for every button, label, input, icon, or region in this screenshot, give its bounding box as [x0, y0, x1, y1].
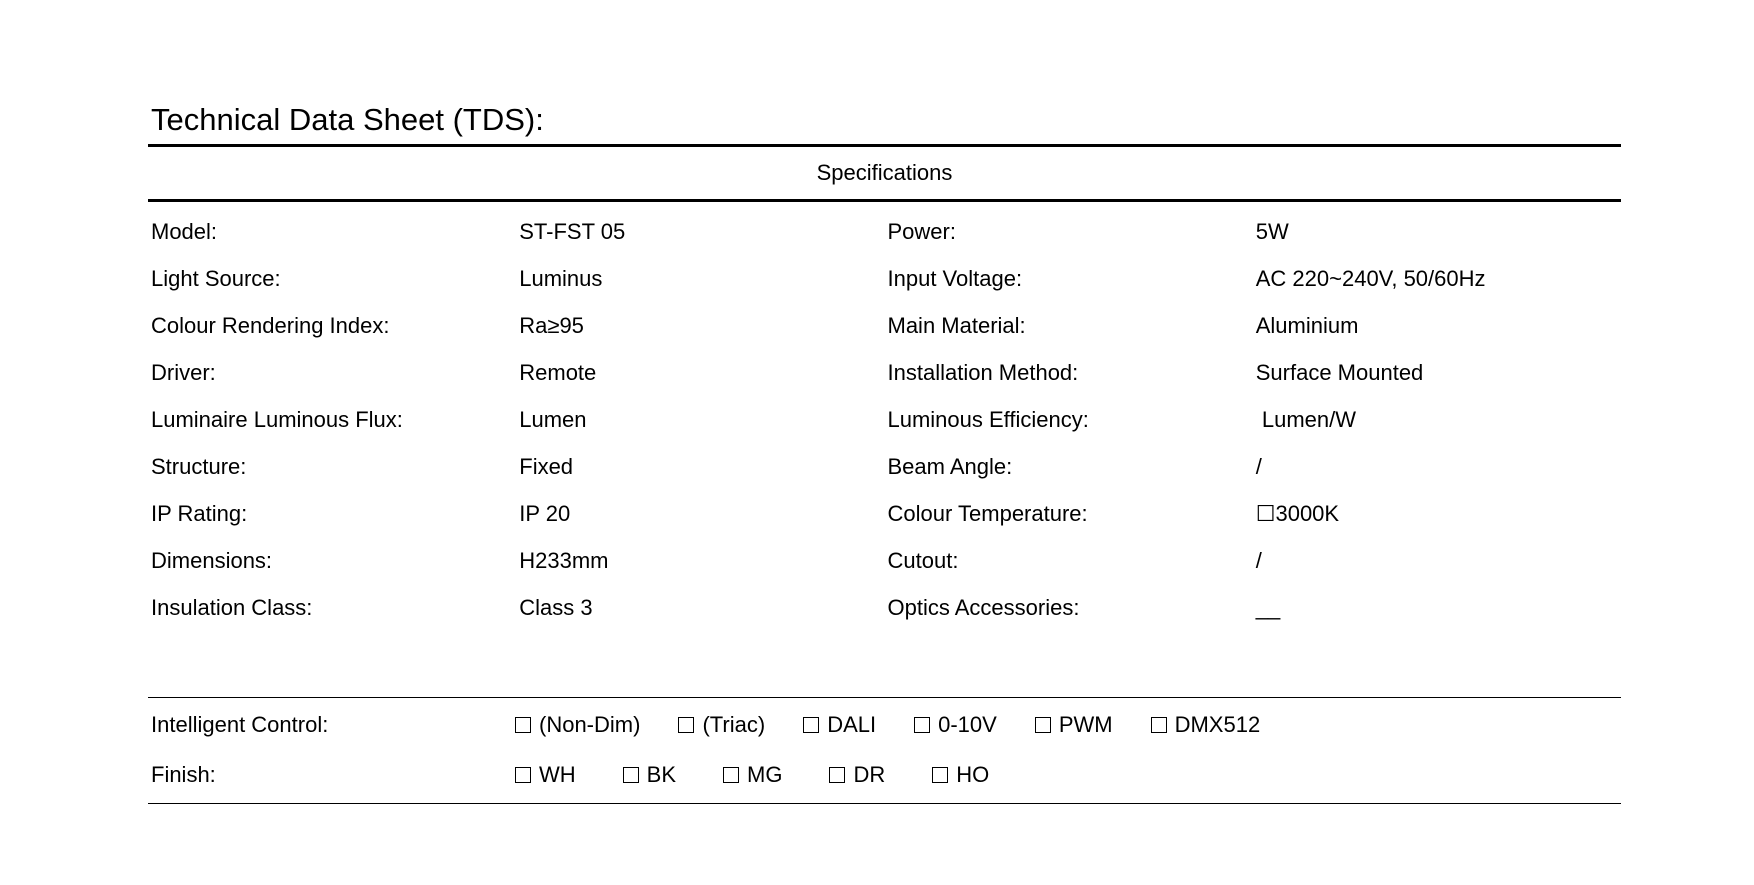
spec-label: Optics Accessories: [887, 595, 1080, 620]
spec-label: Colour Rendering Index: [151, 313, 390, 338]
spec-value: Luminus [519, 266, 603, 291]
spec-row-insulation [148, 584, 1621, 631]
option-dmx512[interactable] [1151, 700, 1261, 750]
spec-row-ip-rating [148, 490, 1621, 537]
checkbox-icon[interactable] [678, 717, 694, 733]
option-label: HO [956, 762, 990, 787]
option-label: WH [539, 762, 576, 787]
spec-label: Main Material: [887, 313, 1026, 338]
spec-label: Luminous Efficiency: [887, 407, 1089, 432]
option-dali[interactable] [803, 700, 876, 750]
spec-value: ST-FST 05 [519, 219, 626, 244]
spec-value: Fixed [519, 454, 574, 479]
intelligent-control-options [515, 700, 1298, 750]
spec-label: Dimensions: [151, 548, 273, 573]
spec-label: Structure: [151, 454, 247, 479]
spec-value: AC 220~240V, 50/60Hz [1255, 266, 1486, 291]
intelligent-control-row [148, 700, 1621, 750]
spec-value: IP 20 [519, 501, 571, 526]
spec-label: Luminaire Luminous Flux: [151, 407, 403, 432]
specifications-heading: Specifications [148, 147, 1621, 202]
checkbox-icon[interactable] [914, 717, 930, 733]
spec-value: 5W [1255, 219, 1289, 244]
spec-label: Installation Method: [887, 360, 1079, 385]
finish-options [515, 750, 1027, 800]
finish-label: Finish: [151, 762, 216, 787]
option-label: DMX512 [1174, 712, 1261, 737]
option-label: PWM [1058, 712, 1113, 737]
option-non-dim[interactable] [515, 700, 640, 750]
spec-label: Insulation Class: [151, 595, 313, 620]
checkbox-icon[interactable] [623, 767, 639, 783]
spec-label: Model: [151, 219, 218, 244]
spec-value: / [1255, 454, 1262, 479]
spec-row-cri [148, 302, 1621, 349]
option-0-10v[interactable] [914, 700, 997, 750]
spec-row-light-source [148, 255, 1621, 302]
spec-row-driver [148, 349, 1621, 396]
spec-label: Light Source: [151, 266, 281, 291]
spec-value: __ [1255, 595, 1281, 620]
tds-sheet [148, 96, 1621, 804]
checkbox-icon[interactable] [803, 717, 819, 733]
spec-value: / [1255, 548, 1262, 573]
finish-option-wh[interactable] [515, 750, 576, 800]
option-label: (Triac) [702, 712, 766, 737]
spec-row-structure [148, 443, 1621, 490]
option-triac[interactable] [678, 700, 765, 750]
section-spacer [148, 631, 1621, 697]
spec-value: ☐3000K [1255, 501, 1340, 526]
finish-row [148, 750, 1621, 800]
spec-label: Driver: [151, 360, 216, 385]
option-label: (Non-Dim) [539, 712, 641, 737]
spec-value: Remote [519, 360, 597, 385]
checkbox-icon[interactable] [932, 767, 948, 783]
spec-value: H233mm [519, 548, 609, 573]
spec-row-luminous-flux [148, 396, 1621, 443]
option-label: BK [646, 762, 677, 787]
finish-option-bk[interactable] [623, 750, 676, 800]
checkbox-icon[interactable] [829, 767, 845, 783]
finish-option-dr[interactable] [829, 750, 885, 800]
finish-option-ho[interactable] [932, 750, 989, 800]
spec-label: Colour Temperature: [887, 501, 1088, 526]
checkbox-icon[interactable] [515, 717, 531, 733]
page-title: Technical Data Sheet (TDS): [148, 96, 1621, 147]
spec-label: Input Voltage: [887, 266, 1023, 291]
intelligent-control-label: Intelligent Control: [151, 712, 329, 737]
checkbox-icon[interactable] [1035, 717, 1051, 733]
option-pwm[interactable] [1035, 700, 1113, 750]
spec-value: Ra≥95 [519, 313, 584, 338]
spec-label: Cutout: [887, 548, 959, 573]
spec-value: Class 3 [519, 595, 593, 620]
spec-value: Aluminium [1255, 313, 1359, 338]
spec-label: Beam Angle: [887, 454, 1013, 479]
spec-grid [148, 208, 1621, 631]
checkbox-icon[interactable] [723, 767, 739, 783]
option-label: MG [747, 762, 783, 787]
option-label: DR [853, 762, 886, 787]
checkbox-icon[interactable] [1151, 717, 1167, 733]
spec-value: Lumen [519, 407, 587, 432]
option-label: DALI [827, 712, 877, 737]
spec-label: IP Rating: [151, 501, 248, 526]
option-label: 0-10V [938, 712, 997, 737]
spec-row-model [148, 208, 1621, 255]
checkbox-icon[interactable] [515, 767, 531, 783]
options-section [148, 697, 1621, 804]
spec-label: Power: [887, 219, 956, 244]
spec-value: Lumen/W [1255, 407, 1357, 432]
finish-option-mg[interactable] [723, 750, 782, 800]
spec-value: Surface Mounted [1255, 360, 1424, 385]
spec-row-dimensions [148, 537, 1621, 584]
